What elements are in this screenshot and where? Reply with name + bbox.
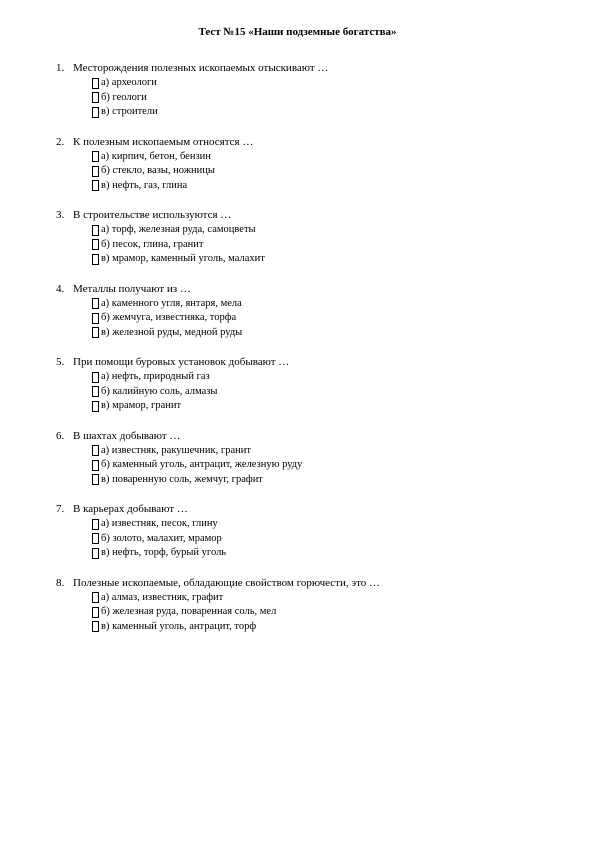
answer-option-c[interactable] [92,252,556,267]
checkbox-icon[interactable] [92,460,99,471]
answer-label: в) мрамор, каменный уголь, малахит [101,253,265,264]
answer-label: б) геологи [101,91,147,103]
checkbox-icon[interactable] [92,607,99,618]
answer-label: а) нефть, природный газ [101,371,210,382]
answer-label: а) археологи [101,77,157,88]
answer-label: б) золото, малахит, мрамор [101,532,222,544]
answer-label: в) поваренную соль, жемчуг, графит [101,473,263,485]
checkbox-icon[interactable] [92,445,99,456]
question-text [56,576,556,591]
question-prompt: К полезным ископаемым относятся … [73,135,254,148]
question-list [56,61,556,649]
question-7 [56,502,556,561]
answer-label: а) кирпич, бетон, бензин [101,150,211,162]
answer-options [92,517,556,561]
answer-label: б) стекло, вазы, ножницы [101,165,215,176]
answer-label: в) строители [101,106,158,117]
checkbox-icon[interactable] [92,313,99,324]
question-prompt: Месторождения полезных ископаемых отыскивают … [73,62,329,74]
answer-option-a[interactable] [92,76,556,91]
answer-label: б) каменный уголь, антрацит, железную руду [101,459,303,470]
answer-label: в) нефть, торф, бурый уголь [101,547,227,558]
question-text [56,502,556,517]
question-number: 4. [56,282,65,295]
answer-label: б) железная руда, поваренная соль, мел [101,606,277,617]
answer-label: в) нефть, газ, глина [101,179,188,191]
checkbox-icon[interactable] [92,298,99,309]
answer-label: в) мрамор, гранит [101,400,182,411]
answer-option-b[interactable] [92,385,556,400]
answer-options [92,150,556,194]
question-text [56,355,556,370]
question-2 [56,135,556,194]
question-1 [56,61,556,120]
answer-option-a[interactable] [92,370,556,385]
question-prompt: В карьерах добывают … [73,503,188,515]
question-6 [56,429,556,488]
question-number: 2. [56,135,65,148]
answer-option-a[interactable] [92,591,556,606]
question-text [56,135,556,150]
question-5 [56,355,556,414]
question-number: 8. [56,576,65,589]
answer-label: б) калийную соль, алмазы [101,385,218,397]
answer-option-c[interactable] [92,326,556,341]
answer-option-c[interactable] [92,620,556,635]
question-4 [56,282,556,341]
answer-options [92,370,556,414]
answer-option-c[interactable] [92,399,556,414]
question-text [56,61,556,76]
answer-label: в) железной руды, медной руды [101,326,243,338]
answer-options [92,76,556,120]
answer-label: а) известняк, ракушечник, гранит [101,444,251,456]
page-title: Тест №15 «Наши подземные богатства» [198,26,397,38]
checkbox-icon[interactable] [92,327,99,338]
checkbox-icon[interactable] [92,372,99,383]
checkbox-icon[interactable] [92,151,99,162]
checkbox-icon[interactable] [92,533,99,544]
answer-options [92,444,556,488]
answer-options [92,297,556,341]
answer-option-c[interactable] [92,179,556,194]
question-3 [56,208,556,267]
answer-option-c[interactable] [92,105,556,120]
answer-option-b[interactable] [92,532,556,547]
answer-label: а) алмаз, известняк, графит [101,591,224,603]
question-8 [56,576,556,635]
question-number: 5. [56,356,65,368]
answer-option-a[interactable] [92,223,556,238]
checkbox-icon[interactable] [92,401,99,412]
answer-label: а) известняк, песок, глину [101,518,218,529]
checkbox-icon[interactable] [92,225,99,236]
answer-label: в) каменный уголь, антрацит, торф [101,620,257,632]
answer-label: б) песок, глина, гранит [101,238,204,250]
checkbox-icon[interactable] [92,92,99,103]
checkbox-icon[interactable] [92,166,99,177]
question-prompt: При помощи буровых установок добывают … [73,356,290,368]
answer-option-c[interactable] [92,473,556,488]
question-prompt: В шахтах добывают … [73,429,181,442]
checkbox-icon[interactable] [92,239,99,250]
checkbox-icon[interactable] [92,592,99,603]
answer-option-b[interactable] [92,164,556,179]
answer-label: а) торф, железная руда, самоцветы [101,224,256,235]
question-prompt: В строительстве используются … [73,209,232,221]
answer-option-b[interactable] [92,605,556,620]
answer-option-b[interactable] [92,238,556,253]
answer-option-b[interactable] [92,91,556,106]
checkbox-icon[interactable] [92,180,99,191]
answer-label: б) жемчуга, известняка, торфа [101,312,237,323]
question-text [56,429,556,444]
answer-option-c[interactable] [92,546,556,561]
checkbox-icon[interactable] [92,519,99,530]
question-text [56,208,556,223]
answer-label: а) каменного угля, янтаря, мела [101,297,242,309]
checkbox-icon[interactable] [92,621,99,632]
checkbox-icon[interactable] [92,386,99,397]
question-prompt: Металлы получают из … [73,282,191,295]
answer-options [92,591,556,635]
question-text [56,282,556,297]
answer-option-a[interactable] [92,517,556,532]
question-number: 1. [56,62,65,74]
answer-option-a[interactable] [92,444,556,459]
checkbox-icon[interactable] [92,474,99,485]
question-number: 7. [56,503,65,515]
answer-option-b[interactable] [92,458,556,473]
answer-option-a[interactable] [92,297,556,312]
checkbox-icon[interactable] [92,78,99,89]
checkbox-icon[interactable] [92,254,99,265]
question-number: 6. [56,429,65,442]
answer-option-a[interactable] [92,150,556,165]
checkbox-icon[interactable] [92,548,99,559]
question-number: 3. [56,209,65,221]
checkbox-icon[interactable] [92,107,99,118]
question-prompt: Полезные ископаемые, обладающие свойством горючести, это … [73,576,381,589]
answer-options [92,223,556,267]
answer-option-b[interactable] [92,311,556,326]
